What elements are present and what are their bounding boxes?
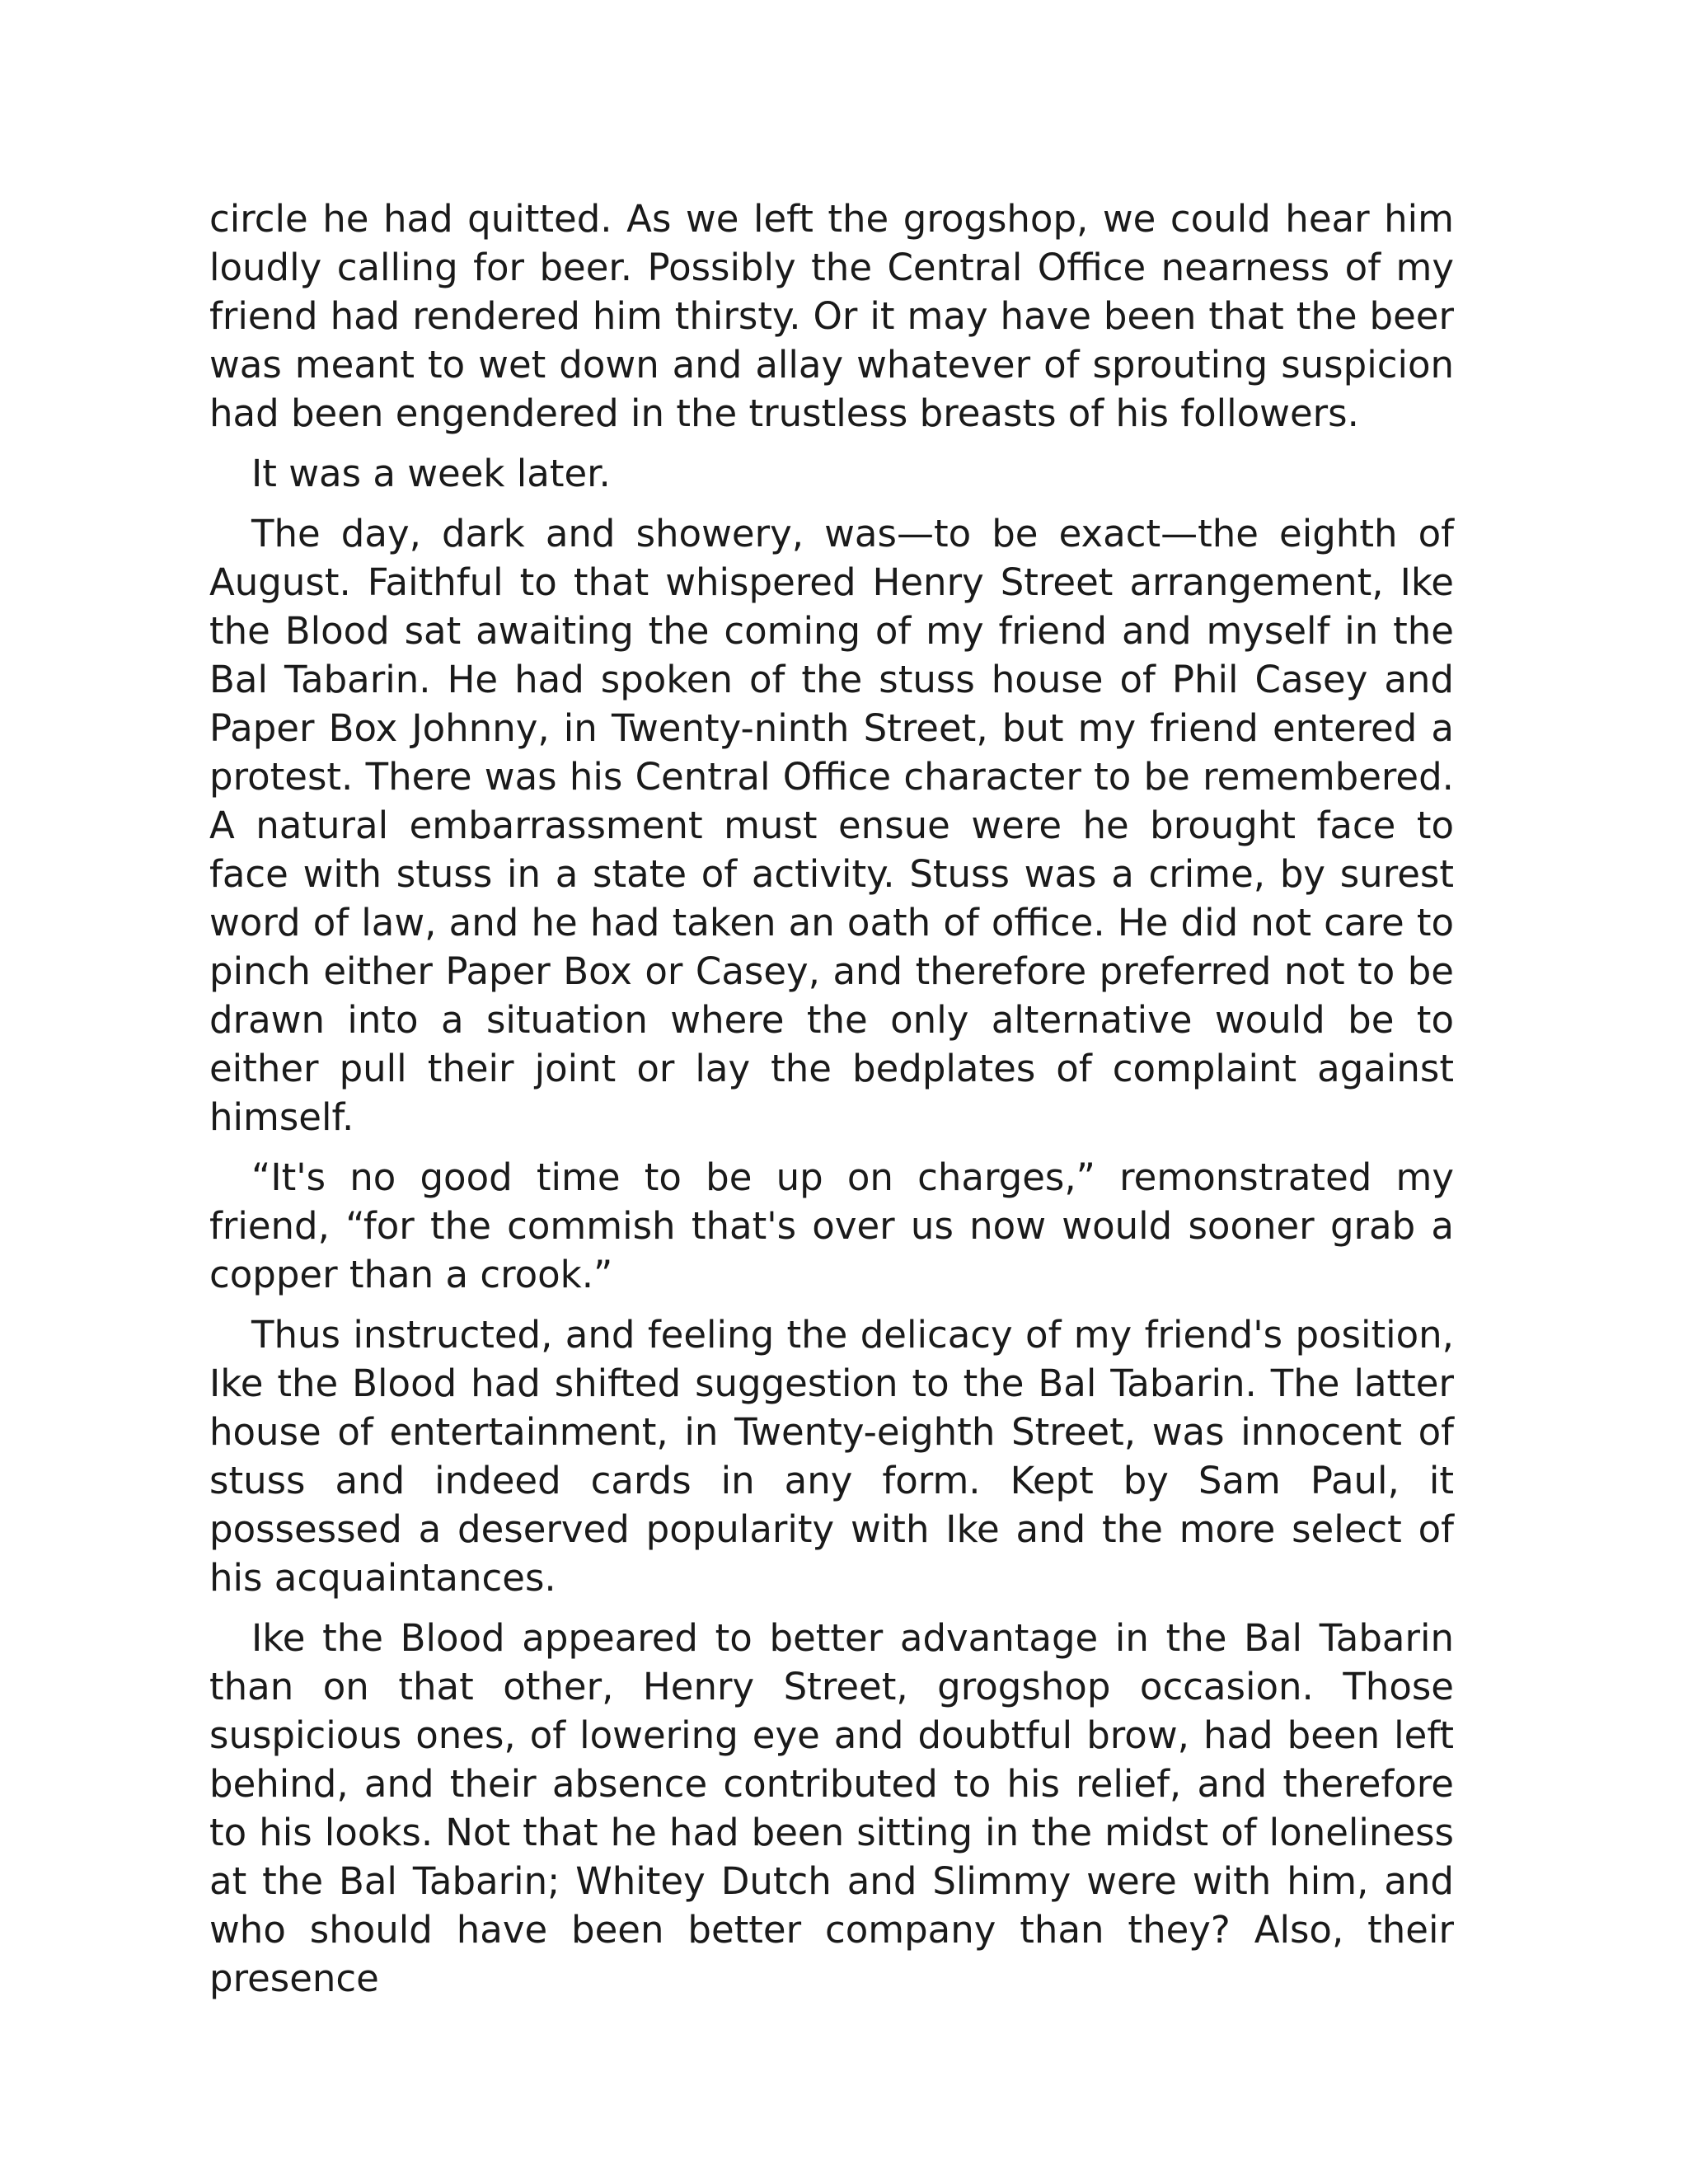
paragraph-6: Ike the Blood appeared to better advantage in the Bal Tabarin than on that other, Henry Street, grogshop occasion. Those suspicious ones, of lowering eye and doubtful brow, had been left behind, and their absence contributed to his relief, and therefore to his looks. Not that he had been sitting in the midst of loneliness at the Bal Tabarin; Whitey Dutch and Slimmy were with him, and who should have been better company than they? Also, their presence bbox=[209, 1616, 1454, 2000]
paragraph-2: It was a week later. bbox=[251, 452, 611, 495]
paragraph-1: circle he had quitted. As we left the grogshop, we could hear him loudly calling for beer. Possibly the Central Office nearness of my friend had rendered him thirsty. Or it may have been that the beer was meant to wet down and allay whatever of sprouting suspicion had been engendered in the trustless breasts of his followers. bbox=[209, 197, 1454, 435]
paragraph-3: The day, dark and showery, was—to be exact—the eighth of August. Faithful to that whispered Henry Street arrangement, Ike the Blood sat awaiting the coming of my friend and myself in the Bal Tabarin. He had spoken of the stuss house of Phil Casey and Paper Box Johnny, in Twenty-ninth Street, but my friend entered a protest. There was his Central Office character to be remembered. A natural embarrassment must ensue were he brought face to face with stuss in a state of activity. Stuss was a crime, by surest word of law, and he had taken an oath of office. He did not care to pinch either Paper Box or Casey, and therefore preferred not to be drawn into a situation where the only alternative would be to either pull their joint or lay the bedplates of complaint against himself. bbox=[209, 512, 1454, 1139]
page-body bbox=[209, 194, 1454, 2014]
paragraph-5: Thus instructed, and feeling the delicacy of my friend's position, Ike the Blood had shifted suggestion to the Bal Tabarin. The latter house of entertainment, in Twenty-eighth Street, was innocent of stuss and indeed cards in any form. Kept by Sam Paul, it possessed a deserved popularity with Ike and the more select of his acquaintances. bbox=[209, 1313, 1454, 1600]
paragraph-4: “It's no good time to be up on charges,” remonstrated my friend, “for the commish that's over us now would sooner grab a copper than a crook.” bbox=[209, 1155, 1454, 1296]
